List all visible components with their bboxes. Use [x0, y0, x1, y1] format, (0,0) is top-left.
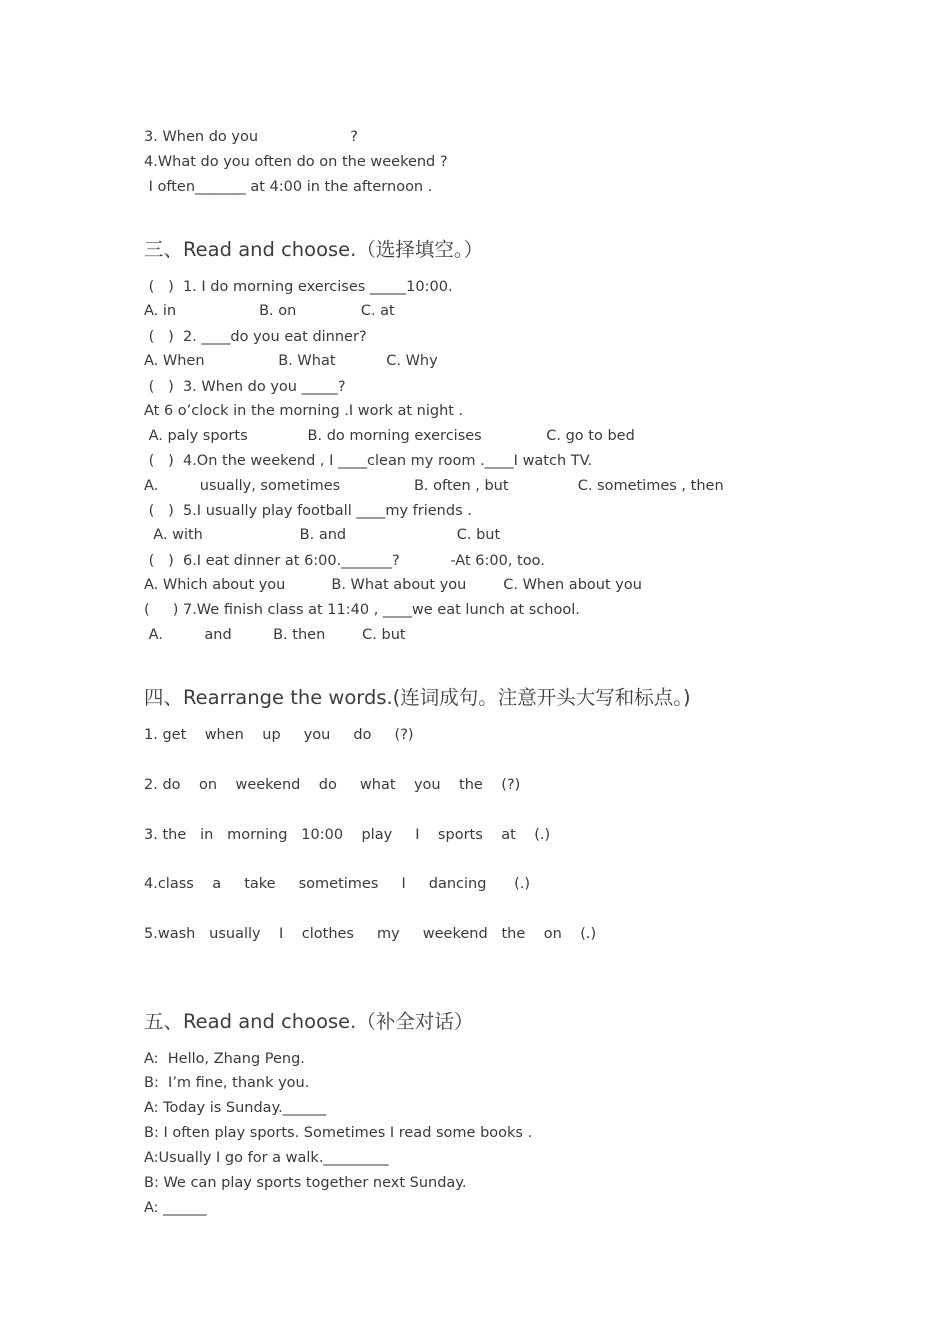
s3-line: ( ) 6.I eat dinner at 6:00._______? -At 6:00, too. — [144, 553, 545, 569]
s3-line: A. When B. What C. Why — [144, 353, 438, 369]
s3-line: ( ) 4.On the weekend , I ____clean my room .____I watch TV. — [144, 453, 593, 469]
s4-item: 2. do on weekend do what you the (?) — [144, 777, 521, 793]
s5-line: A: ______ — [144, 1200, 207, 1216]
s4-item: 1. get when up you do (?) — [144, 727, 414, 743]
s3-line: A. with B. and C. but — [144, 527, 501, 543]
s3-line: ( ) 1. I do morning exercises _____10:00. — [144, 279, 453, 295]
s3-line: ( ) 3. When do you _____? — [144, 379, 346, 395]
s4-item: 5.wash usually I clothes my weekend the on (.) — [144, 926, 597, 942]
s3-line: A. and B. then C. but — [144, 627, 406, 643]
question-4-line: 4.What do you often do on the weekend ? — [144, 154, 448, 170]
s4-item: 4.class a take sometimes I dancing (.) — [144, 876, 531, 892]
s5-line: B: I’m fine, thank you. — [144, 1075, 310, 1091]
s3-line: A. paly sports B. do morning exercises C. go to bed — [144, 428, 635, 444]
s3-line: A. Which about you B. What about you C. When about you — [144, 577, 642, 593]
s4-item: 3. the in morning 10:00 play I sports at (.) — [144, 827, 551, 843]
section-5-heading: 五、Read and choose.（补全对话） — [144, 1010, 474, 1033]
s5-line: B: I often play sports. Sometimes I read some books . — [144, 1125, 533, 1141]
s3-line: ( ) 2. ____do you eat dinner? — [144, 329, 367, 345]
s3-line: ( ) 5.I usually play football ____my friends . — [144, 503, 472, 519]
s3-line: A. usually, sometimes B. often , but C. sometimes , then — [144, 478, 724, 494]
question-4-answer-line: I often_______ at 4:00 in the afternoon . — [144, 179, 433, 195]
s5-line: A: Hello, Zhang Peng. — [144, 1051, 305, 1067]
s3-line: A. in B. on C. at — [144, 303, 395, 319]
section-4-heading: 四、Rearrange the words.(连词成句。注意开头大写和标点。) — [144, 686, 691, 709]
s5-line: B: We can play sports together next Sunday. — [144, 1175, 467, 1191]
s5-line: A:Usually I go for a walk._________ — [144, 1150, 389, 1166]
s3-line: ( ) 7.We finish class at 11:40 , ____we eat lunch at school. — [144, 602, 580, 618]
section-3-heading: 三、Read and choose.（选择填空。） — [144, 238, 484, 261]
question-3-line: 3. When do you ? — [144, 129, 358, 145]
s3-line: At 6 o’clock in the morning .I work at night . — [144, 403, 464, 419]
s5-line: A: Today is Sunday.______ — [144, 1100, 327, 1116]
